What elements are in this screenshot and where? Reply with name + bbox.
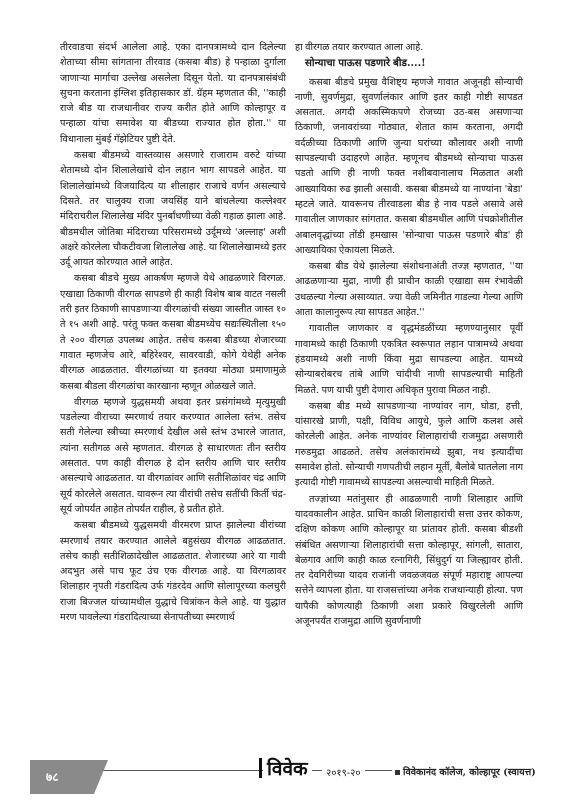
magazine-name: विवेक — [267, 758, 308, 780]
paragraph: गावातील जाणकार व वृद्धमंडळींच्या म्हणण्यानुसार पूर्वी गावामध्ये काही ठिकाणी एकत्रित स्वरूपात लहान पात्रामध्ये अथवा हंडयामध्ये अशी नाणी किंवा मुद्रा सापडल्या आहेत. यामध्ये सोन्याबरोबरच तांबे आणि चांदीची नाणी सापडल्याची माहिती मिळते. पण याची पुष्टी देणारा अधिकृत पुरावा मिळत नाही. — [295, 323, 523, 396]
section-heading: सोन्याचा पाऊस पडणारे बीड....! — [305, 57, 426, 70]
logo-bar — [259, 758, 262, 778]
magazine-logo — [263, 755, 312, 781]
paragraph: कसबा बीडमध्ये युद्धसमयी वीरमरण प्राप्त झालेल्या वीरांच्या स्मरणार्थ तयार करण्यात आलेले बहुसंख्य वीरगळ आढळतात. तसेच काही सतीशिळादेखील आढळतात. शेजारच्या आरे या गावी अदभुत असे पाच फूट उंच एक वीरगळ आहे. या विरगळावर शिलाहार नृपती गंडरादित्य उर्फ गंडरदेव आणि सोलापूरच्या कलचुरी राजा बिज्जल यांच्यामधील युद्धाचे चित्रांकन केले आहे. या युद्धात मरण पावलेल्या गंडरादित्याच्या सेनापतीच्या स्मरणार्थ — [60, 520, 286, 623]
college-label: विवेकानंद कॉलेज, कोल्हापूर (स्वायत्त) — [403, 767, 536, 778]
paragraph: वीरगळ म्हणजे युद्धसमयी अथवा इतर प्रसंगांमध्ये मृत्युमुखी पडलेल्या वीराच्या स्मरणार्थ तयार करण्यात आलेला स्तंभ. तसेच सती गेलेल्या स्त्रीच्या स्मरणार्थ देखील असे स्तंभ उभारले जातात, त्यांना सतीगळ असे म्हणतात. वीरगळ हे साधारणतः तीन स्तरीय असतात. पण काही वीरगळ हे दोन स्तरीय आणि चार स्तरीय असल्याचे आढळतात. या वीरगळांवर आणि सतीशिळांवर चंद्र आणि सूर्य कोरलेले असतात. यावरून त्या वीरांची तसेच सतींची किर्ती चंद्र-सूर्य जोपर्यंत आहेत तोपर्यंत राहील, हे प्रतीत होते. — [60, 396, 286, 515]
paragraph: कसबा बीडचे प्रमुख वैशिष्ट्य म्हणजे गावात अजूनही सोन्याची नाणी, सुवर्णमुद्रा, सुवर्णालंकार आणि इतर काही गोष्टी सापडत असतात. अगदी अकस्मिकपणे रोजच्या उठ-बस असणाऱ्या ठिकाणी, जनावरांच्या गोठ्यात, शेतात काम करताना, अगदी वर्दळीच्या ठिकाणी आणि जुन्या घरांच्या कौलावर अशी नाणी सापडल्याची उदाहरणे आहेत. म्हणूनच बीडमध्ये सोन्याचा पाऊस पडतो आणि ही नाणी फक्त नशीबवानालाच मिळतात अशी आख्यायिका रुढ झाली असावी. कसबा बीडमध्ये या नाण्यांना 'बेडा' म्हटले जाते. यावरूनच तीरवाडला बीड हे नाव पडले असावे असे गावातील जाणकार सांगतात. कसबा बीडमधील आणि पंचक्रोशीतील अबालवृद्धांच्या तोंडी हमखास 'सोन्याचा पाऊस पडणारे बीड' ही आख्यायिका ऐकायला मिळते. — [295, 76, 523, 256]
paragraph: तज्ज्ञांच्या मतांनुसार ही आढळणारी नाणी शिलाहार आणि यादवकालीन आहेत. प्राचिन काळी शिलाहारांची सत्ता उत्तर कोकण, दक्षिण कोकण आणि कोल्हापूर या प्रांतावर होती. कसबा बीडशी संबंधित असणाऱ्या शिलाहारांची सत्ता कोल्हापूर, सांगली, सातारा, बेळगाव आणि काही काळ रत्नागिरी, सिंधुदुर्ग या जिल्ह्यावर होती. तर देवगिरीच्या यादव राजांनी जवळजवळ संपूर्ण महाराष्ट्र आपल्या सत्तेने व्यापला होता. या राजसत्तांच्या अनेक राजधान्याही होत्या. पण यापैकी कोणत्याही ठिकाणी अशा प्रकारे विखुरलेली आणि अजूनपर्यंत राजमुद्रा आणि सुवर्णनाणी — [295, 493, 523, 627]
left-column — [60, 40, 286, 626]
college-name — [392, 765, 539, 778]
paragraph: कसबा बीडमध्ये वास्तव्यास असणारे राजाराम वरुटे यांच्या शेतामध्ये दोन शिलालेखांचे दोन लहान भाग सापडले आहेत. या शिलालेखांमध्ये विजयादित्य या शीलाहार राजाचे वर्णन असल्याचे दिसते. तर चालुक्य राजा जयसिंह याने बांधलेल्या कल्लेश्वर मंदिराचरील शिलालेख मंदिर पुनर्बांधणीच्या वेळी गहाळ झाला आहे. बीडमधील जोतिबा मंदिराच्या परिसरामध्ये उर्दूमध्ये 'अल्लाह' अशी अक्षरे कोरलेला चौकटीवजा शिलालेख आहे. या शिलालेखामध्ये इतर उर्दू आयत कोरण्यात आले आहेत. — [60, 150, 286, 269]
right-column — [295, 40, 523, 630]
paragraph: तीरवाडचा संदर्भ आलेला आहे. एका दानपत्रामध्ये दान दिलेल्या शेताच्या सीमा सांगताना तीरवाड (कसबा बीड) हे पन्हाळा दुर्गाला जाणाऱ्या मार्गाचा उल्लेख असलेला दिसून येतो. या दानपत्रासंबंधी सुचना करताना इंग्लिश इतिहासकार डॉ. ग्रॅहम म्हणतात की, ''काही राजे बीड या राजधानीवर राज्य करीत होते आणि कोल्हापूर व पन्हाळा यांचा समावेश या बीडच्या राज्यात होत होता.'' या विधानाला मुंबई गॅझेटियर पुष्टी देते. — [60, 42, 286, 145]
page-number: ७८ — [46, 770, 59, 784]
paragraph: कसबा बीडचे मुख्य आकर्षण म्हणजे येथे आढळणारे विरगळ. एखाद्या ठिकाणी वीरगळ सापडणे ही काही विशेष बाब वाटत नसली तरी इतर ठिकाणी सापडणाऱ्या वीरगळांची संख्या जास्तीत जास्त १० ते १५ अशी आहे. परंतु फक्त कसबा बीडमध्येच सद्यःस्थितीला १५० ते २०० वीरगळ उपलब्ध आहेत. तसेच कसबा बीडच्या शेजारच्या गावात म्हणजेच आरे, बहिरेश्वर, सावरवाडी, कोगे येथेही अनेक वीरगळ आढळतात. वीरगळांच्या या इतक्या मोठ्या प्रमाणामुळे कसबा बीडला वीरगळांचा कारखाना म्हणून ओळखले जाते. — [60, 273, 286, 392]
paragraph: कसबा बीड येथे झालेल्या संशोधनाअंती तज्ज्ञ म्हणतात, ''या आढळणाऱ्या मुद्रा, नाणी ही प्राचीन काळी एखाद्या सम रंभावेळी उधळल्या गेल्या असाव्यात. ज्या वेळी जमिनीत गाडल्या गेल्या आणि आता कालानुरूप त्या सापडत आहेत.'' — [295, 261, 523, 319]
paragraph: हा वीरगळ तयार करण्यात आला आहे. — [295, 42, 424, 53]
issue-year: २०१९-२० — [322, 765, 365, 779]
paragraph: कसबा बीड मध्ये सापडणाऱ्या नाण्यांवर नाग, घोडा, हत्ती, यांसारखे प्राणी, पक्षी, विविध आयुधे, फुले आणि कलश असे कोरलेली आहेत. अनेक नाण्यांवर शिलाहारांची राजमुद्रा असणारी गरुडमुद्रा आढळते. तसेच अलंकारांमध्ये झुबा, नथ इत्यादींचा समावेश होतो. सोन्याची गणपतीची लहान मूर्ती, बैलोबे घातलेला नाग इत्यादी गोष्टी गावामध्ये सापडल्या असल्याची माहिती मिळते. — [295, 400, 523, 489]
square-bullet-icon — [395, 770, 400, 775]
